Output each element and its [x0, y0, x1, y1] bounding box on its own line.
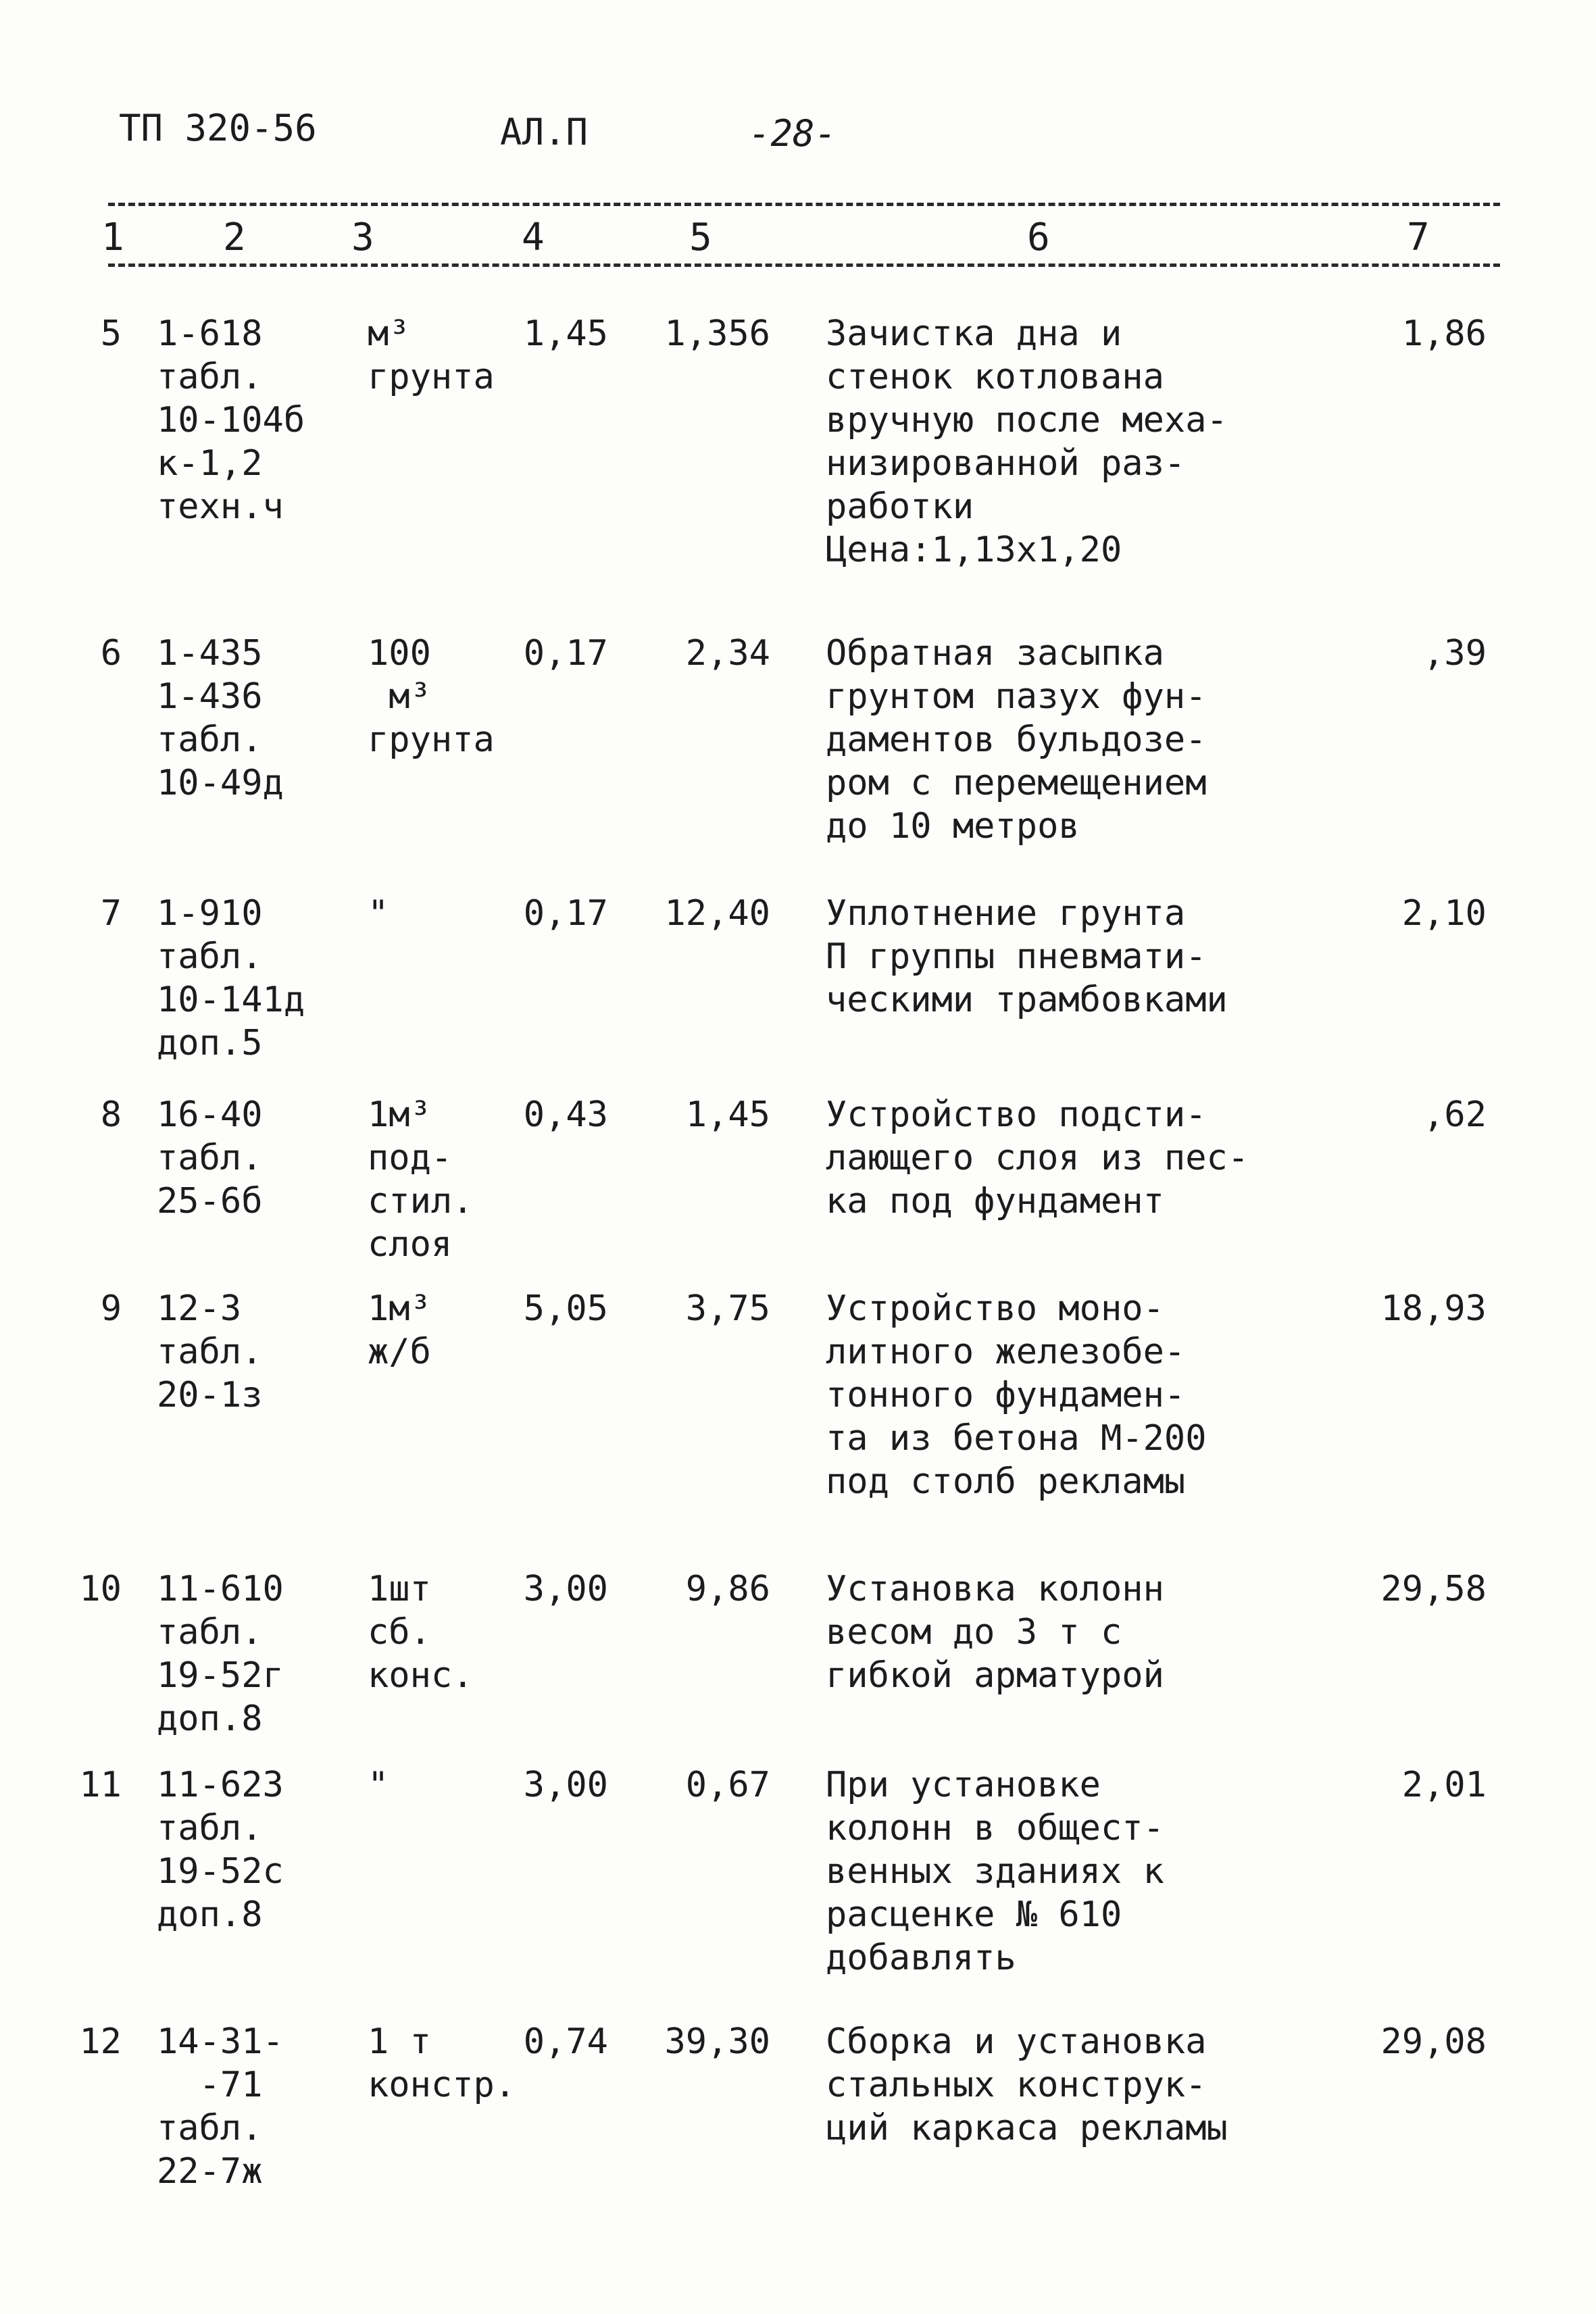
rate-code-line: 14-31- — [157, 2021, 284, 2062]
unit-line: " — [368, 893, 389, 934]
quantity: 3,00 — [523, 1569, 608, 1609]
work-description-line: расценке № 610 — [826, 1894, 1122, 1935]
rate-code-line: табл. — [157, 1808, 263, 1848]
row-number: 7 — [100, 893, 122, 934]
total-cost: ,62 — [1423, 1095, 1487, 1135]
work-description-line: под столб рекламы — [826, 1461, 1186, 1502]
rate-code-line: 19-52г — [157, 1655, 284, 1696]
rate-code-line: 11-623 — [157, 1765, 284, 1805]
rate-code-line: 1-910 — [157, 893, 263, 934]
rate-code-line: 25-6б — [157, 1181, 263, 1222]
work-description — [826, 1567, 1164, 1697]
rate-code — [157, 632, 284, 805]
rate-code-line: табл. — [157, 1612, 263, 1653]
unit-line: слоя — [368, 1224, 453, 1265]
rate-code-line: табл. — [157, 936, 263, 977]
unit-line: " — [368, 1765, 389, 1805]
rate-code — [157, 312, 305, 528]
work-description-line: ций каркаса рекламы — [826, 2108, 1228, 2148]
unit-line: 1шт — [368, 1569, 431, 1609]
quantity: 0,17 — [523, 893, 608, 934]
work-description-line: Устройство подсти- — [826, 1095, 1207, 1135]
work-description — [826, 312, 1228, 572]
rate-code — [157, 1093, 263, 1223]
unit-price: 9,86 — [685, 1569, 770, 1609]
column-number-5: 5 — [689, 216, 712, 259]
rate-code — [157, 1567, 284, 1740]
unit — [368, 1567, 474, 1697]
unit-line: сб. — [368, 1612, 431, 1653]
row-number: 8 — [100, 1095, 122, 1135]
row-number: 9 — [100, 1288, 122, 1329]
dashed-rule-bottom — [108, 263, 1500, 267]
work-description — [826, 1093, 1249, 1223]
work-description-line: работки — [826, 486, 974, 527]
rate-code-line: 12-3 — [157, 1288, 242, 1329]
rate-code-line: 11-610 — [157, 1569, 284, 1609]
column-number-2: 2 — [223, 216, 246, 259]
quantity: 0,43 — [523, 1095, 608, 1135]
unit-line: под- — [368, 1138, 453, 1178]
work-description-line: Обратная засыпка — [826, 633, 1164, 674]
work-description — [826, 2020, 1228, 2150]
column-number-4: 4 — [522, 216, 545, 259]
total-cost: 29,08 — [1380, 2021, 1487, 2062]
work-description-line: Цена:1,13х1,20 — [826, 530, 1122, 570]
unit-line: стил. — [368, 1181, 474, 1222]
unit-line: грунта — [368, 720, 495, 760]
work-description-line: венных зданиях к — [826, 1851, 1164, 1892]
quantity: 5,05 — [523, 1288, 608, 1329]
work-description — [826, 632, 1207, 848]
total-cost: 18,93 — [1380, 1288, 1487, 1329]
rate-code-line: табл. — [157, 357, 263, 397]
rate-code-line: доп.8 — [157, 1699, 263, 1739]
rate-code-line: табл. — [157, 720, 263, 760]
rate-code — [157, 892, 305, 1065]
rate-code-line: 20-1з — [157, 1375, 263, 1415]
unit-price: 12,40 — [664, 893, 770, 934]
work-description-line: П группы пневмати- — [826, 936, 1207, 977]
unit — [368, 1287, 431, 1374]
rate-code — [157, 2020, 284, 2193]
row-number: 11 — [79, 1765, 122, 1805]
quantity: 1,45 — [523, 313, 608, 354]
unit — [368, 1093, 474, 1266]
unit-line: 1 т — [368, 2021, 431, 2062]
row-number: 10 — [79, 1569, 122, 1609]
rate-code-line: 16-40 — [157, 1095, 263, 1135]
work-description-line: стальных конструк- — [826, 2065, 1207, 2105]
work-description-line: вручную после меха- — [826, 400, 1228, 441]
total-cost: 2,01 — [1401, 1765, 1487, 1805]
dashed-rule-top — [108, 203, 1500, 206]
work-description-line: ром с перемещением — [826, 763, 1207, 803]
work-description-line: ческими трамбовками — [826, 980, 1228, 1020]
album-label: АЛ.П — [500, 111, 589, 153]
page-number: -28- — [749, 112, 837, 155]
work-description-line: до 10 метров — [826, 806, 1080, 847]
work-description-line: стенок котлована — [826, 357, 1164, 397]
work-description-line: та из бетона М-200 — [826, 1418, 1207, 1459]
rate-code-line: табл. — [157, 1138, 263, 1178]
total-cost: 1,86 — [1401, 313, 1487, 354]
unit-price: 39,30 — [664, 2021, 770, 2062]
row-number: 6 — [100, 633, 122, 674]
rate-code-line: доп.5 — [157, 1023, 263, 1063]
work-description-line: низированной раз- — [826, 443, 1186, 484]
unit-price: 3,75 — [685, 1288, 770, 1329]
work-description-line: добавлять — [826, 1938, 1016, 1978]
total-cost: ,39 — [1423, 633, 1487, 674]
unit-price: 1,45 — [685, 1095, 770, 1135]
rate-code-line: 19-52с — [157, 1851, 284, 1892]
unit-line: 1м³ — [368, 1095, 431, 1135]
column-number-6: 6 — [1027, 216, 1050, 259]
unit-line: м³ — [368, 313, 410, 354]
work-description-line: гибкой арматурой — [826, 1655, 1164, 1696]
rate-code-line: табл. — [157, 2108, 263, 2148]
rate-code-line: 1-618 — [157, 313, 263, 354]
column-number-7: 7 — [1407, 216, 1430, 259]
unit-line: ж/б — [368, 1332, 431, 1372]
rate-code-line: 1-435 — [157, 633, 263, 674]
rate-code-line: к-1,2 — [157, 443, 263, 484]
rate-code-line: 22-7ж — [157, 2151, 263, 2192]
work-description-line: весом до 3 т с — [826, 1612, 1122, 1653]
rate-code-line: доп.8 — [157, 1894, 263, 1935]
work-description-line: Уплотнение грунта — [826, 893, 1186, 934]
work-description-line: даментов бульдозе- — [826, 720, 1207, 760]
work-description-line: Устройство моно- — [826, 1288, 1164, 1329]
unit — [368, 632, 495, 761]
work-description-line: тонного фундамен- — [826, 1375, 1186, 1415]
document-code: ТП 320-56 — [119, 107, 317, 149]
unit-price: 1,356 — [664, 313, 770, 354]
unit — [368, 1763, 389, 1807]
total-cost: 2,10 — [1401, 893, 1487, 934]
unit-price: 0,67 — [685, 1765, 770, 1805]
quantity: 0,17 — [523, 633, 608, 674]
work-description-line: Зачистка дна и — [826, 313, 1122, 354]
quantity: 3,00 — [523, 1765, 608, 1805]
rate-code-line: табл. — [157, 1332, 263, 1372]
row-number: 12 — [79, 2021, 122, 2062]
row-number: 5 — [100, 313, 122, 354]
work-description-line: колонн в общест- — [826, 1808, 1164, 1848]
rate-code-line: 10-141д — [157, 980, 305, 1020]
work-description-line: Сборка и установка — [826, 2021, 1207, 2062]
column-number-3: 3 — [351, 216, 374, 259]
work-description-line: ка под фундамент — [826, 1181, 1164, 1222]
work-description — [826, 1287, 1207, 1503]
total-cost: 29,58 — [1380, 1569, 1487, 1609]
rate-code-line: -71 — [157, 2065, 263, 2105]
unit-price: 2,34 — [685, 633, 770, 674]
unit-line: 1м³ — [368, 1288, 431, 1329]
rate-code-line: 10-104б — [157, 400, 305, 441]
work-description-line: Установка колонн — [826, 1569, 1164, 1609]
quantity: 0,74 — [523, 2021, 608, 2062]
unit-line: конс. — [368, 1655, 474, 1696]
unit — [368, 2020, 516, 2107]
unit — [368, 312, 495, 399]
rate-code-line: техн.ч — [157, 486, 284, 527]
work-description-line: При установке — [826, 1765, 1101, 1805]
unit — [368, 892, 389, 935]
unit-line: констр. — [368, 2065, 516, 2105]
work-description-line: грунтом пазух фун- — [826, 676, 1207, 717]
unit-line: м³ — [368, 676, 431, 717]
rate-code-line: 1-436 — [157, 676, 263, 717]
work-description — [826, 892, 1228, 1022]
rate-code-line: 10-49д — [157, 763, 284, 803]
rate-code — [157, 1763, 284, 1936]
column-number-1: 1 — [101, 216, 124, 259]
work-description-line: литного железобе- — [826, 1332, 1186, 1372]
rate-code — [157, 1287, 263, 1417]
unit-line: 100 — [368, 633, 431, 674]
unit-line: грунта — [368, 357, 495, 397]
work-description-line: лающего слоя из пес- — [826, 1138, 1249, 1178]
work-description — [826, 1763, 1164, 1980]
